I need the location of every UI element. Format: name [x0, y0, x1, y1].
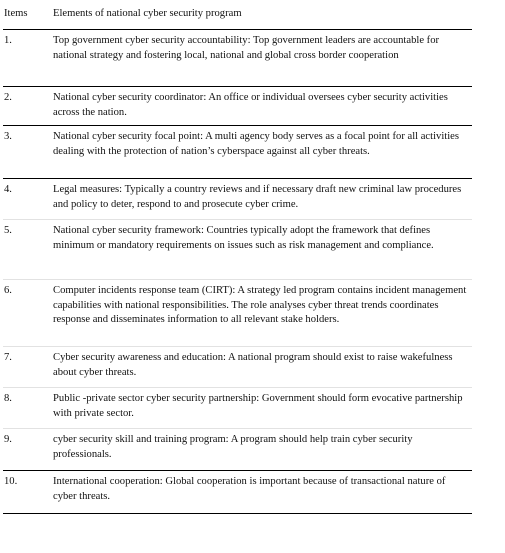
row-item-number: 8.	[3, 388, 53, 429]
row-item-number: 5.	[3, 220, 53, 280]
table-row	[3, 347, 472, 388]
row-item-number: 3.	[3, 126, 53, 179]
table-row	[3, 280, 472, 347]
row-element-text: National cyber security focal point: A multi agency body serves as a focal point for all activities dealing with the protection of nation’s cyberspace against all cyber threats.	[53, 126, 472, 179]
table-body	[3, 30, 472, 514]
row-item-number: 9.	[3, 429, 53, 471]
header-items: Items	[3, 6, 53, 30]
table-row	[3, 429, 472, 471]
row-element-text: National cyber security coordinator: An office or individual oversees cyber security activities across the nation.	[53, 87, 472, 126]
row-element-text: Top government cyber security accountability: Top government leaders are accountable for national strategy and fostering local, national and global cross border cooperation	[53, 30, 472, 87]
table-row	[3, 220, 472, 280]
table-row	[3, 179, 472, 220]
row-item-number: 7.	[3, 347, 53, 388]
row-item-number: 4.	[3, 179, 53, 220]
header-row	[3, 6, 472, 30]
row-item-number: 1.	[3, 30, 53, 87]
table-row	[3, 388, 472, 429]
row-element-text: Public -private sector cyber security partnership: Government should form evocative partnership with private sector.	[53, 388, 472, 429]
table-row	[3, 87, 472, 126]
row-element-text: Computer incidents response team (CIRT): A strategy led program contains incident management capabilities with national responsibilities. The role analyses cyber threat trends coordinates response and disseminates information to all relevant stake holders.	[53, 280, 472, 347]
table-row	[3, 471, 472, 514]
row-element-text: National cyber security framework: Countries typically adopt the framework that defines minimum or mandatory requirements on issues such as risk management and compliance.	[53, 220, 472, 280]
table-row	[3, 126, 472, 179]
row-element-text: International cooperation: Global cooperation is important because of transactional nature of cyber threats.	[53, 471, 472, 514]
table-header	[3, 6, 472, 30]
row-element-text: cyber security skill and training program: A program should help train cyber security professionals.	[53, 429, 472, 471]
row-item-number: 6.	[3, 280, 53, 347]
row-item-number: 2.	[3, 87, 53, 126]
row-element-text: Cyber security awareness and education: A national program should exist to raise wakefulness about cyber threats.	[53, 347, 472, 388]
cyber-security-program-table	[3, 6, 472, 514]
header-elements: Elements of national cyber security program	[53, 6, 472, 30]
row-item-number: 10.	[3, 471, 53, 514]
table-row	[3, 30, 472, 87]
row-element-text: Legal measures: Typically a country reviews and if necessary draft new criminal law procedures and policy to deter, respond to and prosecute cyber crime.	[53, 179, 472, 220]
